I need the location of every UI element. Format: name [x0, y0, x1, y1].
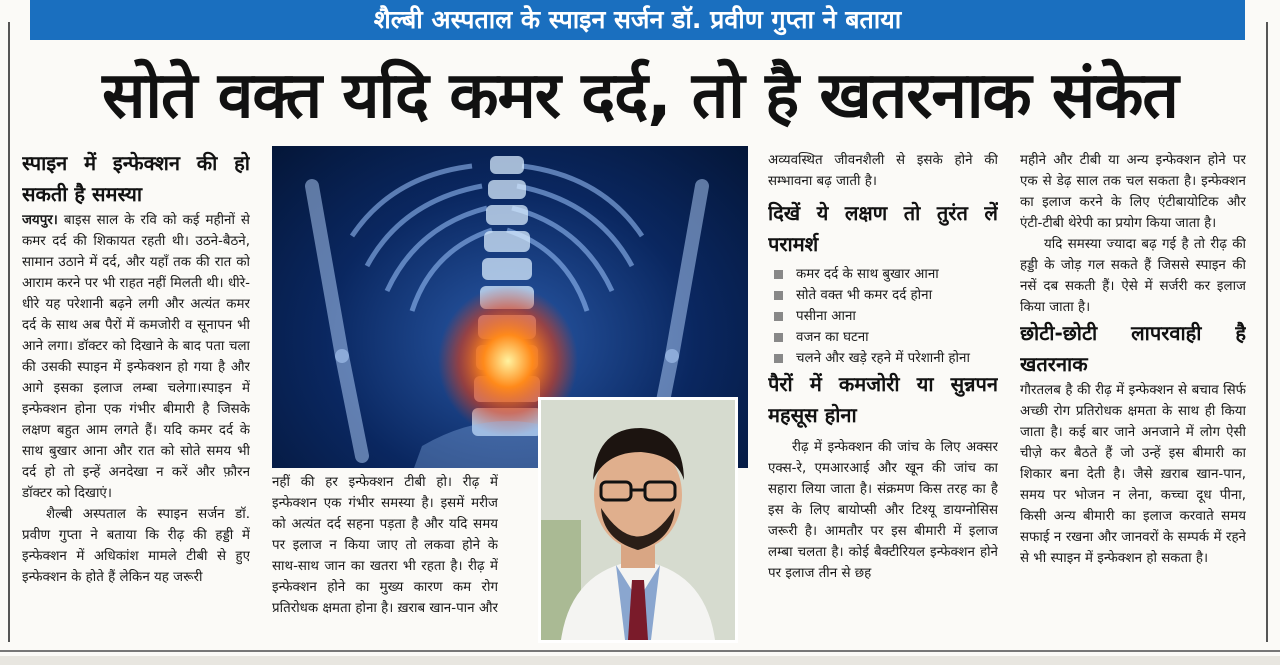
square-bullet-icon: [774, 333, 783, 342]
symptom-text: सोते वक्त भी कमर दर्द होना: [796, 288, 933, 303]
right-column-rule: [1266, 22, 1268, 642]
column-3: [272, 472, 498, 642]
paragraph-prevention: गौरतलब है की रीढ़ में इन्फेक्शन से बचाव सिर्फ अच्छी रोग प्रतिरोधक क्षमता के साथ ही किया जाता है। कई बार जाने अनजाने में लोग ऐसी चीज़े कर बैठते हैं जो उन्हें इस बीमारी का शिकार बना देती है। जैसे ख़राब खान-पान, समय पर भोजन न लेना, कच्चा दूध पीना, किसी अन्य बीमारी का इलाज करवाते समय सफाई न रखना और जानवरों के सम्पर्क में रहने से भी स्पाइन में इन्फेक्शन हो सकता है।: [1020, 383, 1246, 566]
doctor-portrait: [538, 397, 738, 643]
paragraph-lifestyle: अव्यवस्थित जीवनशैली से इसके होने की सम्भावना बढ़ जाती है।: [768, 153, 998, 189]
symptom-text: चलने और खड़े रहने में परेशानी होना: [796, 351, 970, 366]
dateline: जयपुर।: [22, 213, 58, 228]
list-item: [768, 264, 998, 285]
kicker-banner: शैल्बी अस्पताल के स्पाइन सर्जन डॉ. प्रवीण गुप्ता ने बताया: [30, 0, 1245, 40]
bottom-divider: [0, 650, 1280, 652]
symptom-text: पसीना आना: [796, 309, 856, 324]
square-bullet-icon: [774, 312, 783, 321]
square-bullet-icon: [774, 291, 783, 300]
headline: सोते वक्त यदि कमर दर्द, तो है खतरनाक संकेत: [102, 59, 1178, 133]
column-5: [1020, 150, 1246, 642]
paragraph-tb-infection: नहीं की हर इन्फेक्शन टीबी हो। रीढ़ में इन्फेक्शन एक गंभीर समस्या है। इसमें मरीज को अत्यंत दर्द सहना पड़ता है और यदि समय पर इलाज न किया जाए तो लकवा होने के साथ-साथ जान का खतरा भी रहता है। रीढ़ में इन्फेक्शन होने का मुख्य कारण कम रोग प्रतिरोधक क्षमता होना है। ख़राब खान-पान और: [272, 475, 498, 616]
list-item: [768, 327, 998, 348]
subhead-negligence: छोटी-छोटी लापरवाही है खतरनाक: [1020, 321, 1246, 376]
symptom-text: वजन का घटना: [796, 330, 869, 345]
symptom-list: [768, 264, 998, 369]
column-1: [22, 148, 250, 640]
paragraph-intro: [22, 210, 250, 504]
list-item: [768, 348, 998, 369]
paragraph-treatment-duration: महीने और टीबी या अन्य इन्फेक्शन होने पर एक से डेढ़ साल तक चल सकता है। इन्फेक्शन का इलाज करने के लिए एंटीबायोटिक और एंटी-टीबी थेरेपी का प्रयोग किया जाता है।: [1020, 153, 1246, 231]
square-bullet-icon: [774, 270, 783, 279]
paragraph-surgery: यदि समस्या ज्यादा बढ़ गई है तो रीढ़ की हड्डी के जोड़ गल सकते हैं जिससे स्पाइन की नसें दब सकती हैं। ऐसे में सर्जरी कर इलाज किया जाता है।: [1020, 237, 1246, 315]
intro-text: बाइस साल के रवि को कई महीनों से कमर दर्द की शिकायत रहती थी। उठने-बैठने, सामान उठाने में दर्द, और यहाँ तक की रात को आराम करने पर भी राहत नहीं मिलती थी। धीरे-धीरे यह परेशानी बढ़ने लगी और अत्यंत कमर दर्द के साथ अब पैरों में कमजोरी व सूनापन भी आने लगा। डॉक्टर को दिखाने के बाद पता चला की उसकी स्पाइन में इन्फेक्शन हो गया है और आगे इसका इलाज लम्बा चलेगा।स्पाइन में इन्फेक्शन होना एक गंभीर बीमारी है जिसके लक्षण बहुत आम लगते हैं। यदि कमर दर्द के साथ बुखार आना और रात को सोते समय भी दर्द हो तो इन्हें अनदेखा न करें और फ़ौरन डॉक्टर को दिखाएं।: [22, 213, 250, 501]
column-4: [768, 150, 998, 642]
list-item: [768, 306, 998, 327]
paragraph-diagnosis: रीढ़ में इन्फेक्शन की जांच के लिए अक्सर एक्स-रे, एमआरआई और खून की जांच का सहारा लिया जाता है। संक्रमण किस तरह का है इस के लिए बायोप्सी और टिश्यू डायग्नोसिस जरूरी है। आमतौर पर इस बीमारी में इलाज लम्बा चलता है। कोई बैक्टीरियल इन्फेक्शन होने पर इलाज तीन से छह: [768, 440, 998, 581]
subhead-symptoms: दिखें ये लक्षण तो तुरंत लें परामर्श: [768, 201, 998, 256]
paragraph-doctor-quote: शैल्बी अस्पताल के स्पाइन सर्जन डॉ. प्रवीण गुप्ता ने बताया कि रीढ़ की हड्डी में इन्फेक्शन में अधिकांश मामले टीबी से हुए इन्फेक्शन के होते हैं लेकिन यह जरूरी: [22, 507, 250, 585]
symptom-text: कमर दर्द के साथ बुखार आना: [796, 267, 939, 282]
left-column-rule: [8, 22, 10, 642]
subhead-weakness: पैरों में कमजोरी या सुन्नपन महसूस होना: [768, 372, 998, 427]
subhead-infection: स्पाइन में इन्फेक्शन की हो सकती है समस्या: [22, 151, 250, 206]
list-item: [768, 285, 998, 306]
doctor-avatar-icon: [541, 400, 735, 640]
next-article-strip: [0, 656, 1280, 665]
square-bullet-icon: [774, 354, 783, 363]
